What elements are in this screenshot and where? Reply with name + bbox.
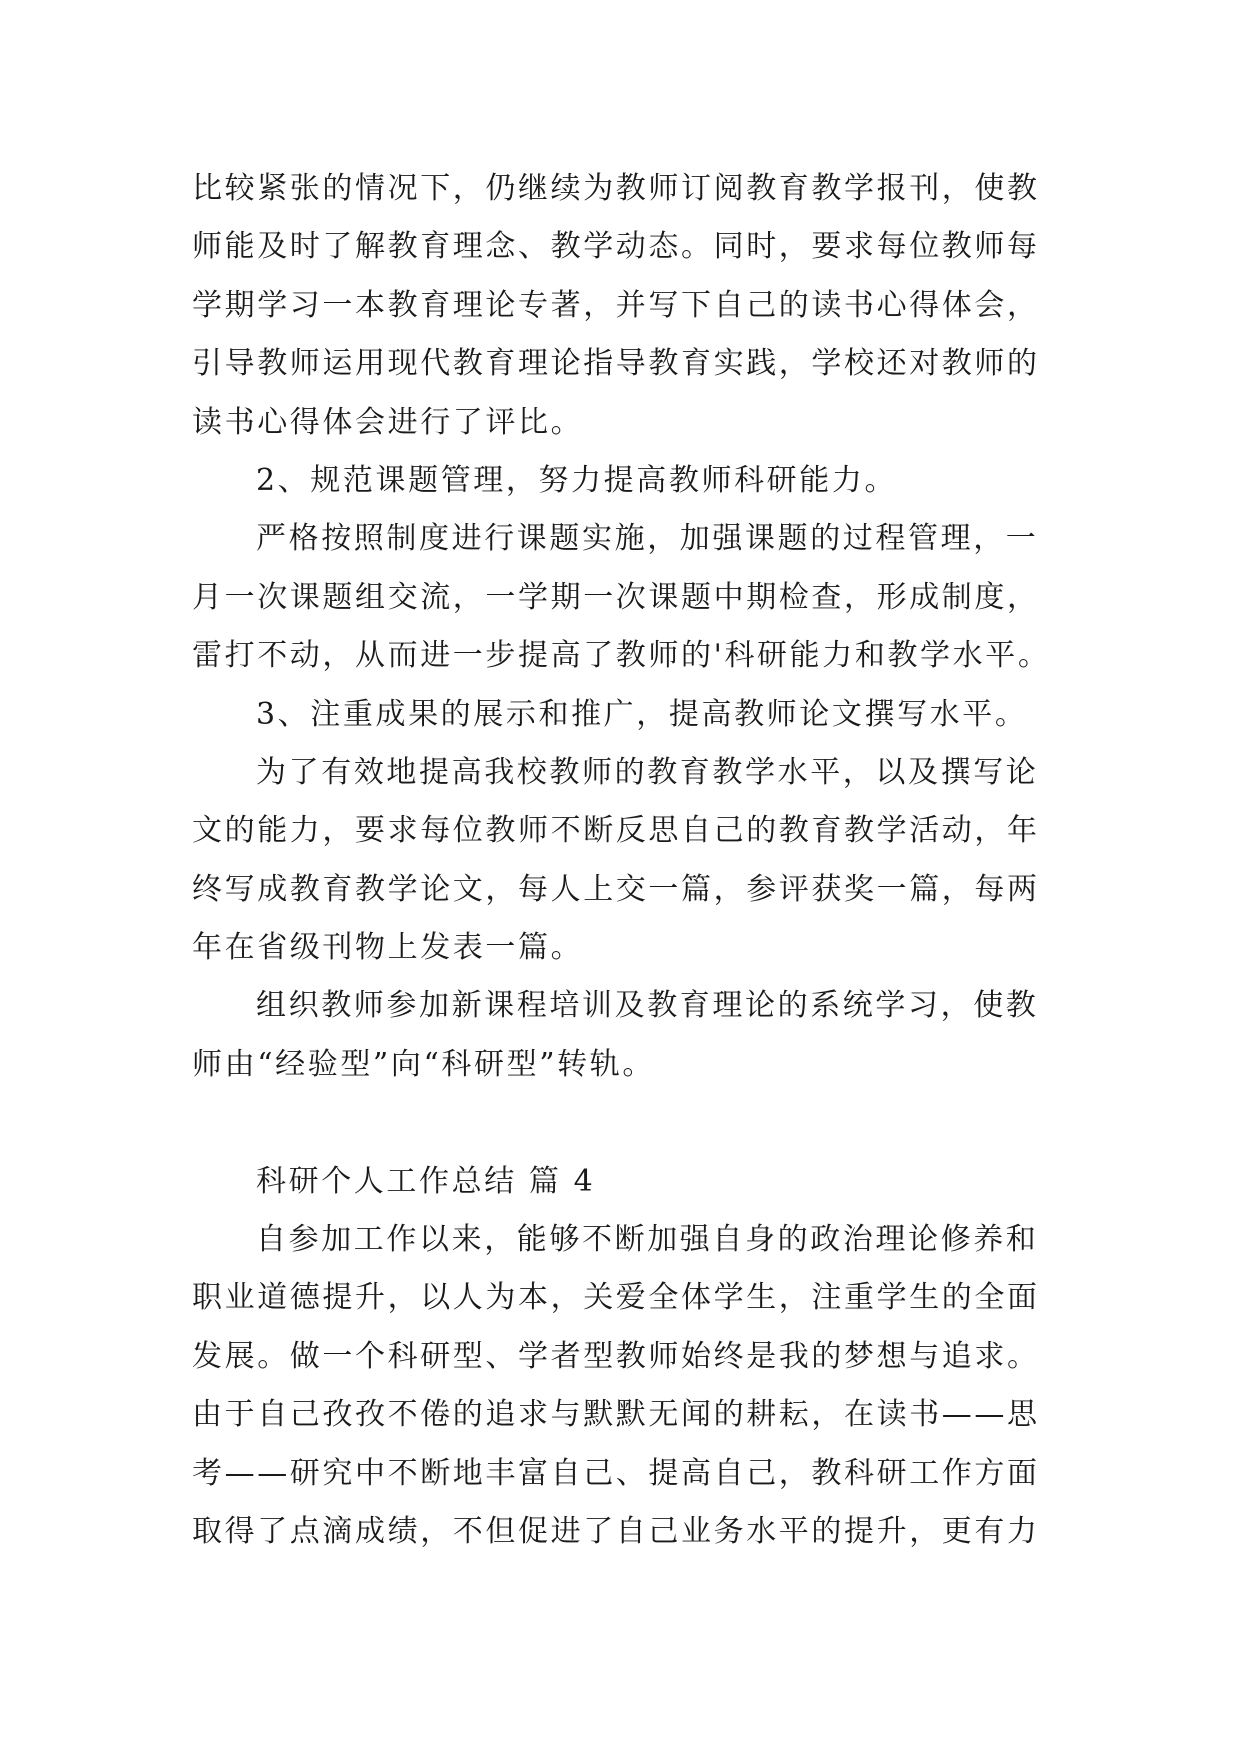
paragraph-item-2-heading [192,452,1072,510]
text-line: 终写成教育教学论文，每人上交一篇，参评获奖一篇，每两 [192,871,1040,907]
text-line: 考——研究中不断地丰富自己、提高自己，教科研工作方面 [192,1455,1040,1491]
text-line: 师能及时了解教育理念、教学动态。同时，要求每位教师每 [192,229,1040,265]
paragraph-reading-journals [192,160,1072,452]
section-spacer [192,1094,1072,1152]
text-line: 学期学习一本教育理论专著，并写下自己的读书心得体会， [192,287,1040,323]
text-line: 月一次课题组交流，一学期一次课题中期检查，形成制度， [192,579,1040,615]
text-line: 读书心得体会进行了评比。 [192,404,584,440]
text-line: 严格按照制度进行课题实施，加强课题的过程管理，一 [256,521,1039,557]
paragraph-section-4-intro [192,1211,1072,1561]
text-line: 取得了点滴成绩，不但促进了自己业务水平的提升，更有力 [192,1513,1040,1549]
text-line: 为了有效地提高我校教师的教育教学水平，以及撰写论 [256,754,1039,790]
document-body [192,160,1072,1561]
paragraph-paper-writing [192,744,1072,978]
paragraph-training [192,977,1072,1094]
text-line: 师由“经验型”向“科研型”转轨。 [192,1046,655,1082]
text-line: 职业道德提升，以人为本，关爱全体学生，注重学生的全面 [192,1280,1040,1316]
text-line: 自参加工作以来，能够不断加强自身的政治理论修养和 [256,1222,1039,1258]
paragraph-item-3-heading [192,686,1072,744]
text-line: 比较紧张的情况下，仍继续为教师订阅教育教学报刊，使教 [192,171,1040,206]
text-line: 发展。做一个科研型、学者型教师始终是我的梦想与追求。 [192,1338,1040,1374]
text-line: 3、注重成果的展示和推广，提高教师论文撰写水平。 [256,696,1028,732]
text-line: 组织教师参加新课程培训及教育理论的系统学习，使教 [256,988,1039,1024]
text-line: 年在省级刊物上发表一篇。 [192,930,584,966]
text-line: 文的能力，要求每位教师不断反思自己的教育教学活动，年 [192,813,1040,849]
text-line: 由于自己孜孜不倦的追求与默默无闻的耕耘，在读书——思 [192,1397,1040,1433]
section-heading: 科研个人工作总结 篇 4 [256,1163,596,1199]
text-line: 引导教师运用现代教育理论指导教育实践，学校还对教师的 [192,346,1040,382]
text-line: 2、规范课题管理，努力提高教师科研能力。 [256,462,898,498]
paragraph-project-management [192,510,1072,685]
text-line: 雷打不动，从而进一步提高了教师的'科研能力和教学水平。 [192,638,1051,674]
